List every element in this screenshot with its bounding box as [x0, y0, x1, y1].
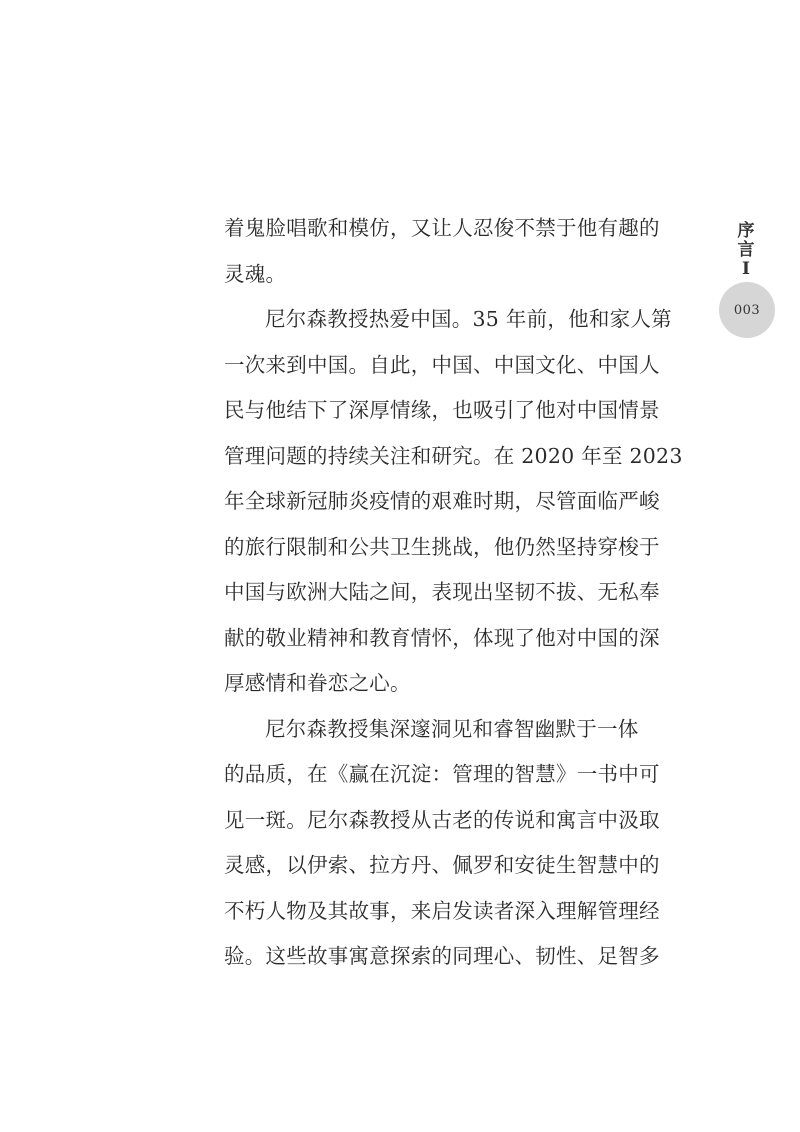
text-line: 中国与欧洲大陆之间，表现出坚韧不拔、无私奉 [224, 580, 660, 604]
section-label-char: 言 [737, 240, 755, 260]
page-number: 003 [733, 302, 761, 318]
text-line: 一次来到中国。自此，中国、中国文化、中国人 [224, 352, 660, 377]
text-line: 灵魂。 [224, 261, 287, 286]
text-line: 验。这些故事寓意探索的同理心、韧性、足智多 [224, 944, 660, 968]
text-line: 不朽人物及其故事，来启发读者深入理解管理经 [224, 898, 660, 923]
text-line: 民与他结下了深厚情缘，也吸引了他对中国情景 [224, 398, 660, 422]
page-number-badge [719, 282, 775, 338]
text-line: 见一斑。尼尔森教授从古老的传说和寓言中汲取 [224, 807, 660, 832]
text-line: 着鬼脸唱歌和模仿，又让人忍俊不禁于他有趣的 [224, 216, 660, 240]
section-label [736, 222, 756, 279]
paragraph-first-line: 尼尔森教授热爱中国。35 年前，他和家人第 [265, 307, 672, 331]
text-line: 厚感情和眷恋之心。 [224, 671, 411, 695]
text-line: 管理问题的持续关注和研究。在 2020 年至 2023 [224, 443, 683, 468]
text-line: 献的敬业精神和教育情怀，体现了他对中国的深 [224, 625, 660, 650]
section-label-char: 序 [737, 221, 755, 241]
body-text [224, 206, 686, 980]
text-line: 的品质，在《赢在沉淀：管理的智慧》一书中可 [224, 762, 660, 786]
section-label-char: I [742, 259, 750, 279]
text-line: 年全球新冠肺炎疫情的艰难时期，尽管面临严峻 [224, 489, 660, 513]
text-line: 的旅行限制和公共卫生挑战，他仍然坚持穿梭于 [224, 534, 660, 559]
paragraph-first-line: 尼尔森教授集深邃洞见和睿智幽默于一体 [265, 716, 639, 741]
text-line: 灵感，以伊索、拉方丹、佩罗和安徒生智慧中的 [224, 853, 660, 877]
